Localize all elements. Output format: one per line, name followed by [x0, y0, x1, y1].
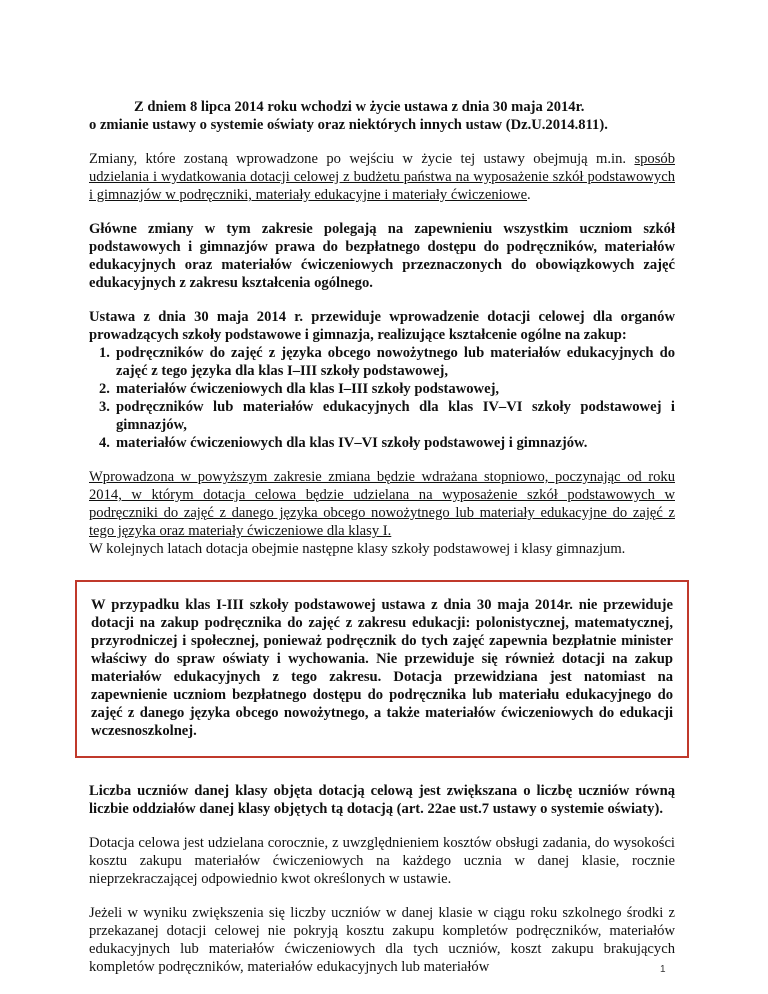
- gradual-next: W kolejnych latach dotacja obejmie następne klasy szkoły podstawowej i klasy gimnazjum.: [89, 541, 626, 557]
- changes-lead: Zmiany, które zostaną wprowadzone po wejściu w życie tej ustawy obejmują m.in.: [89, 151, 627, 167]
- subsidy-list: [89, 344, 675, 452]
- increase-paragraph: Jeżeli w wyniku zwiększenia się liczby uczniów w danej klasie w ciągu roku szkolnego środki z przekazanej dotacji celowej nie pokryją kosztu zakupu kompletów podręczników, materiałów edukacyjnych lub materiałów ćwiczeniowych dla tych uczniów, koszt zakupu brakujących kompletów podręczników, materiałów edukacyjnych lub materiałów: [89, 905, 675, 975]
- document-body: [89, 98, 675, 976]
- changes-end: .: [527, 187, 531, 203]
- list-item: 3. podręczników lub materiałów edukacyjnych dla klas IV–VI szkoły podstawowej i gimnazjów,: [99, 399, 675, 433]
- subsidy-lead: Ustawa z dnia 30 maja 2014 r. przewiduje wprowadzenie dotacji celowej dla organów prowadzących szkoły podstawowe i gimnazja, realizujące kształcenie ogólne na zakup:: [89, 309, 675, 343]
- intro-heading: [89, 98, 675, 134]
- gradual-paragraph: Wprowadzona w powyższym zakresie zmiana będzie wdrażana stopniowo, poczynając od roku 2014, w którym dotacja celowa będzie udzielana na wyposażenie szkół podstawowych w podręczniki do zajęć z danego języka obcego nowożytnego lub materiały edukacyjne do zajęć z tego języka oraz materiały ćwiczeniowe dla klasy I.: [89, 469, 675, 539]
- changes-underlined: sposób udzielania i wydatkowania dotacji celowej z budżetu państwa na wyposażenie szkół podstawowych i gimnazjów w podręczniki, materiały edukacyjne i materiały ćwiczeniowe: [89, 151, 675, 203]
- intro-line-2: o zmianie ustawy o systemie oświaty oraz niektórych innych ustaw (Dz.U.2014.811).: [89, 117, 608, 133]
- list-item: 4. materiałów ćwiczeniowych dla klas IV–VI szkoły podstawowej i gimnazjów.: [99, 435, 588, 451]
- highlighted-box: [75, 580, 689, 758]
- changes-paragraph: [89, 150, 675, 204]
- list-item: 2. materiałów ćwiczeniowych dla klas I–III szkoły podstawowej,: [99, 381, 500, 397]
- main-changes-paragraph: Główne zmiany w tym zakresie polegają na zapewnieniu wszystkim uczniom szkół podstawowych i gimnazjów prawa do bezpłatnego dostępu do podręczników, materiałów edukacyjnych oraz materiałów ćwiczeniowych przeznaczonych do obowiązkowych zajęć edukacyjnych z zakresu kształcenia ogólnego.: [89, 221, 675, 291]
- annual-paragraph: Dotacja celowa jest udzielana corocznie, z uwzględnieniem kosztów obsługi zadania, do wysokości kosztu zakupu materiałów ćwiczeniowych na każdego ucznia w danej klasie, rocznie nieprzekraczającej odpowiednio kwot określonych w ustawie.: [89, 835, 675, 887]
- intro-line-1: Z dniem 8 lipca 2014 roku wchodzi w życie ustawa z dnia 30 maja 2014r.: [134, 99, 585, 115]
- list-item: 1. podręczników do zajęć z języka obcego nowożytnego lub materiałów edukacyjnych do zajęć z tego języka dla klas I–III szkoły podstawowej,: [99, 345, 675, 379]
- boxed-paragraph: W przypadku klas I-III szkoły podstawowej ustawa z dnia 30 maja 2014r. nie przewiduje dotacji na zakup podręcznika do zajęć z zakresu edukacji: polonistycznej, matematycznej, przyrodniczej i społecznej, ponieważ podręcznik do tych zajęć zapewnia bezpłatnie minister właściwy do spraw oświaty i wychowania. Nie przewiduje się również dotacji na zakup materiałów edukacyjnych z tego zakresu. Dotacja przewidziana jest natomiast na zapewnienie uczniom bezpłatnego dostępu do podręcznika lub materiału edukacyjnego do zajęć z danego języka obcego nowożytnego, a także materiałów ćwiczeniowych do edukacji wczesnoszkolnej.: [91, 597, 673, 739]
- student-count-paragraph: Liczba uczniów danej klasy objęta dotacją celową jest zwiększana o liczbę uczniów równą liczbie oddziałów danej klasy objętych tą dotacją (art. 22ae ust.7 ustawy o systemie oświaty).: [89, 783, 675, 817]
- page-number: 1: [660, 964, 666, 975]
